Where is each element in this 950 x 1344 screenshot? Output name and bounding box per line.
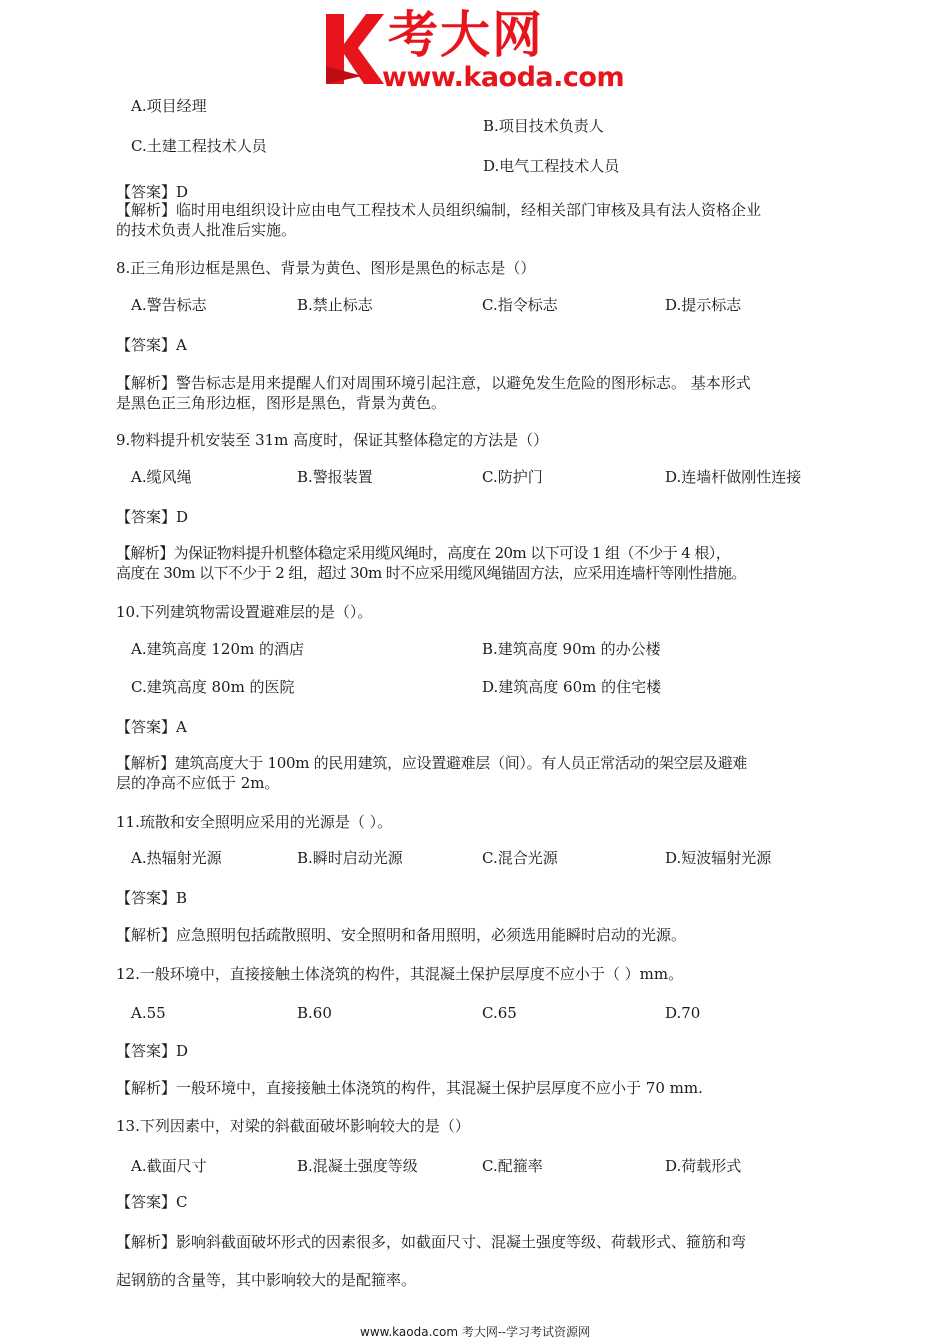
q10-analysis-line-2: 层的净高不应低于 2m。 [116,774,280,792]
q13-option-b: B.混凝土强度等级 [297,1157,418,1175]
q9-option-d: D.连墙杆做刚性连接 [665,468,802,486]
q8-question: 8.正三角形边框是黑色、背景为黄色、图形是黑色的标志是（） [116,259,536,277]
q7-analysis-line-1: 【解析】临时用电组织设计应由电气工程技术人员组织编制，经相关部门审核及具有法人资格企业 [116,201,762,219]
q7-option-a: A.项目经理 [131,97,207,115]
q10-option-b: B.建筑高度 90m 的办公楼 [482,640,661,658]
q12-option-a: A.55 [131,1004,166,1022]
q11-question: 11.琉散和安全照明应采用的光源是（ ）。 [116,813,393,831]
q8-option-d: D.提示标志 [665,296,742,314]
k-logo-icon [322,6,386,86]
q7-option-d: D.电气工程技术人员 [483,157,620,175]
q13-option-a: A.截面尺寸 [131,1157,207,1175]
q7-option-b: B.项目技术负责人 [483,117,604,135]
q12-analysis-line-1: 【解析】一般环境中，直接接触土体浇筑的构件，其混凝土保护层厚度不应小于 70 mm. [116,1079,703,1097]
q9-option-b: B.警报装置 [297,468,373,486]
q12-option-c: C.65 [482,1004,517,1022]
q10-analysis-line-1: 【解析】建筑高度大于 100m 的民用建筑，应设置避难层（间）。有人员正常活动的架空层及避难 [116,754,748,772]
q9-option-c: C.防护门 [482,468,543,486]
q9-analysis-line-2: 高度在 30m 以下不少于 2 组，超过 30m 时不应采用缆风绳锚固方法，应采用连墙杆等刚性措施。 [116,564,746,582]
q9-option-a: A.缆风绳 [131,468,192,486]
footer-text: 考大网--学习考试资源网 [458,1325,590,1339]
q9-analysis-line-1: 【解析】为保证物料提升机整体稳定采用缆风绳时，高度在 20m 以下可设 1 组（不少于 4 根）， [116,544,731,562]
q8-option-a: A.警告标志 [131,296,207,314]
site-logo[interactable] [322,6,642,93]
q8-analysis-line-2: 是黑色正三角形边框，图形是黑色，背景为黄色。 [116,394,447,412]
q8-option-c: C.指令标志 [482,296,558,314]
q10-option-d: D.建筑高度 60m 的住宅楼 [482,678,662,696]
q11-option-a: A.热辐射光源 [131,849,222,867]
page-footer [0,1324,950,1340]
q13-analysis-line-2: 起钢筋的含量等，其中影响较大的是配箍率。 [116,1271,417,1289]
q11-option-d: D.短波辐射光源 [665,849,772,867]
q7-option-c: C.土建工程技术人员 [131,137,267,155]
q8-answer: 【答案】A [116,336,187,354]
q8-analysis-line-1: 【解析】警告标志是用来提醒人们对周围环境引起注意，以避免发生危险的图形标志。 基本形式 [116,374,751,392]
q13-question: 13.下列因素中，对梁的斜截面破坏影响较大的是（） [116,1117,470,1135]
logo-title: 考大网 [388,6,544,64]
footer-url[interactable]: www.kaoda.com [360,1325,459,1339]
q12-answer: 【答案】D [116,1042,189,1060]
q12-question: 12.一般环境中，直接接触土体浇筑的构件，其混凝土保护层厚度不应小于（ ）mm。 [116,965,684,983]
q7-analysis-line-2: 的技术负责人批准后实施。 [116,221,297,239]
q11-answer: 【答案】B [116,889,188,907]
q9-question: 9.物料提升机安装至 31m 高度时，保证其整体稳定的方法是（） [116,431,549,449]
q13-option-c: C.配箍率 [482,1157,543,1175]
logo-url: www.kaoda.com [382,62,625,93]
q13-option-d: D.荷载形式 [665,1157,742,1175]
q11-analysis-line-1: 【解析】应急照明包括疏散照明、安全照明和备用照明，必须选用能瞬时启动的光源。 [116,926,687,944]
q13-analysis-line-1: 【解析】影响斜截面破坏形式的因素很多，如截面尺寸、混凝土强度等级、荷载形式、箍筋和弯 [116,1233,747,1251]
q10-option-c: C.建筑高度 80m 的医院 [131,678,295,696]
q13-answer: 【答案】C [116,1193,188,1211]
q11-option-c: C.混合光源 [482,849,558,867]
q7-answer: 【答案】D [116,183,189,201]
q10-question: 10.下列建筑物需设置避难层的是（）。 [116,603,373,621]
q12-option-d: D.70 [665,1004,701,1022]
q10-answer: 【答案】A [116,718,187,736]
q8-option-b: B.禁止标志 [297,296,373,314]
q12-option-b: B.60 [297,1004,332,1022]
q9-answer: 【答案】D [116,508,189,526]
q10-option-a: A.建筑高度 120m 的酒店 [131,640,304,658]
q11-option-b: B.瞬时启动光源 [297,849,403,867]
